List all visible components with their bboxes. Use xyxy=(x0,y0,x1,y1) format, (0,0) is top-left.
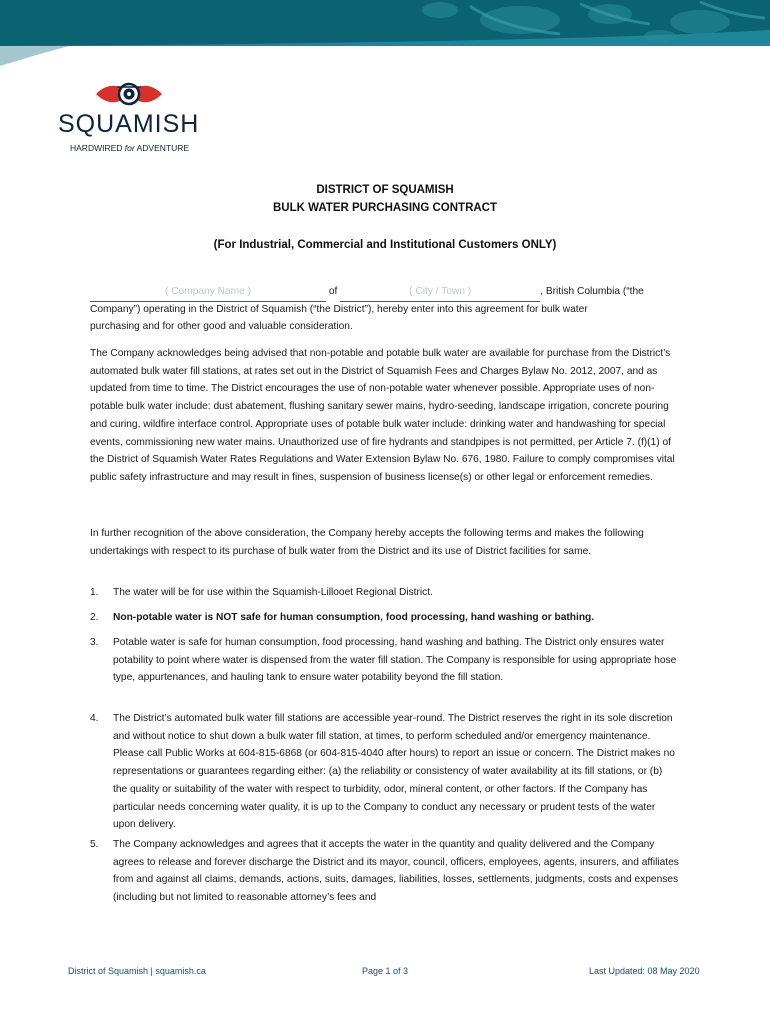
squamish-eye-logo-icon xyxy=(94,80,164,110)
footer-website[interactable]: District of Squamish | squamish.ca xyxy=(68,966,206,976)
contract-subtitle: (For Industrial, Commercial and Institutional Customers ONLY) xyxy=(213,239,557,251)
brand-name: SQUAMISH xyxy=(58,110,200,138)
footer-page-number: Page 1 of 3 xyxy=(362,966,409,976)
acknowledgement-paragraph: The Company acknowledges being advised that non-potable and potable bulk water are available for purchase from the District’s automated bulk water fill stations, at rates set out in the District of Squamish Fees and Charges Bylaw No. 2012, 2007, and as updated from time to time. The District encourages the use of non-potable water whenever possible. Appropriate uses of non-potable bulk water include: dust abatement, flushing sanitary sewer mains, hydro-seeding, landscape irrigation, concrete pouring and curing, wildfire interface control. Appropriate uses of potable bulk water include: drinking water and handwashing for special events, commissioning new water mains. Unauthorized use of fire hydrants and standpipes is not permitted, per Article 7. (f)(1) of the District of Squamish Water Rates Regulations and Water Extension Bylaw No. 676, 1980. Failure to comply compromises vital public safety infrastructure and may result in fines, suspension of business license(s) or other legal or enforcement remedies. xyxy=(90,348,675,483)
header-banner xyxy=(0,0,770,70)
company-name-field[interactable]: ( Company Name ) xyxy=(90,283,326,302)
recognition-paragraph: In further recognition of the above consideration, the Company hereby accepts the following terms and makes the following undertakings with respect to its purchase of bulk water from the District and its use of District facilities for same. xyxy=(90,528,644,557)
agreement-line-3: purchasing and for other good and valuable consideration. xyxy=(90,321,353,332)
agreement-line-1: ( Company Name ) of ( City / Town ) , British Columbia (“the xyxy=(90,283,680,302)
footer-last-updated: Last Updated: 08 May 2020 xyxy=(589,966,700,976)
org-title: DISTRICT OF SQUAMISH xyxy=(316,184,454,196)
agreement-line-2: Company”) operating in the District of Squamish (“the District”), hereby enter into this agreement for bulk water xyxy=(90,304,588,315)
contract-title: BULK WATER PURCHASING CONTRACT xyxy=(272,202,498,214)
brand-tagline: HARDWIRED for ADVENTURE xyxy=(70,143,190,153)
city-town-field[interactable]: ( City / Town ) xyxy=(340,283,540,302)
